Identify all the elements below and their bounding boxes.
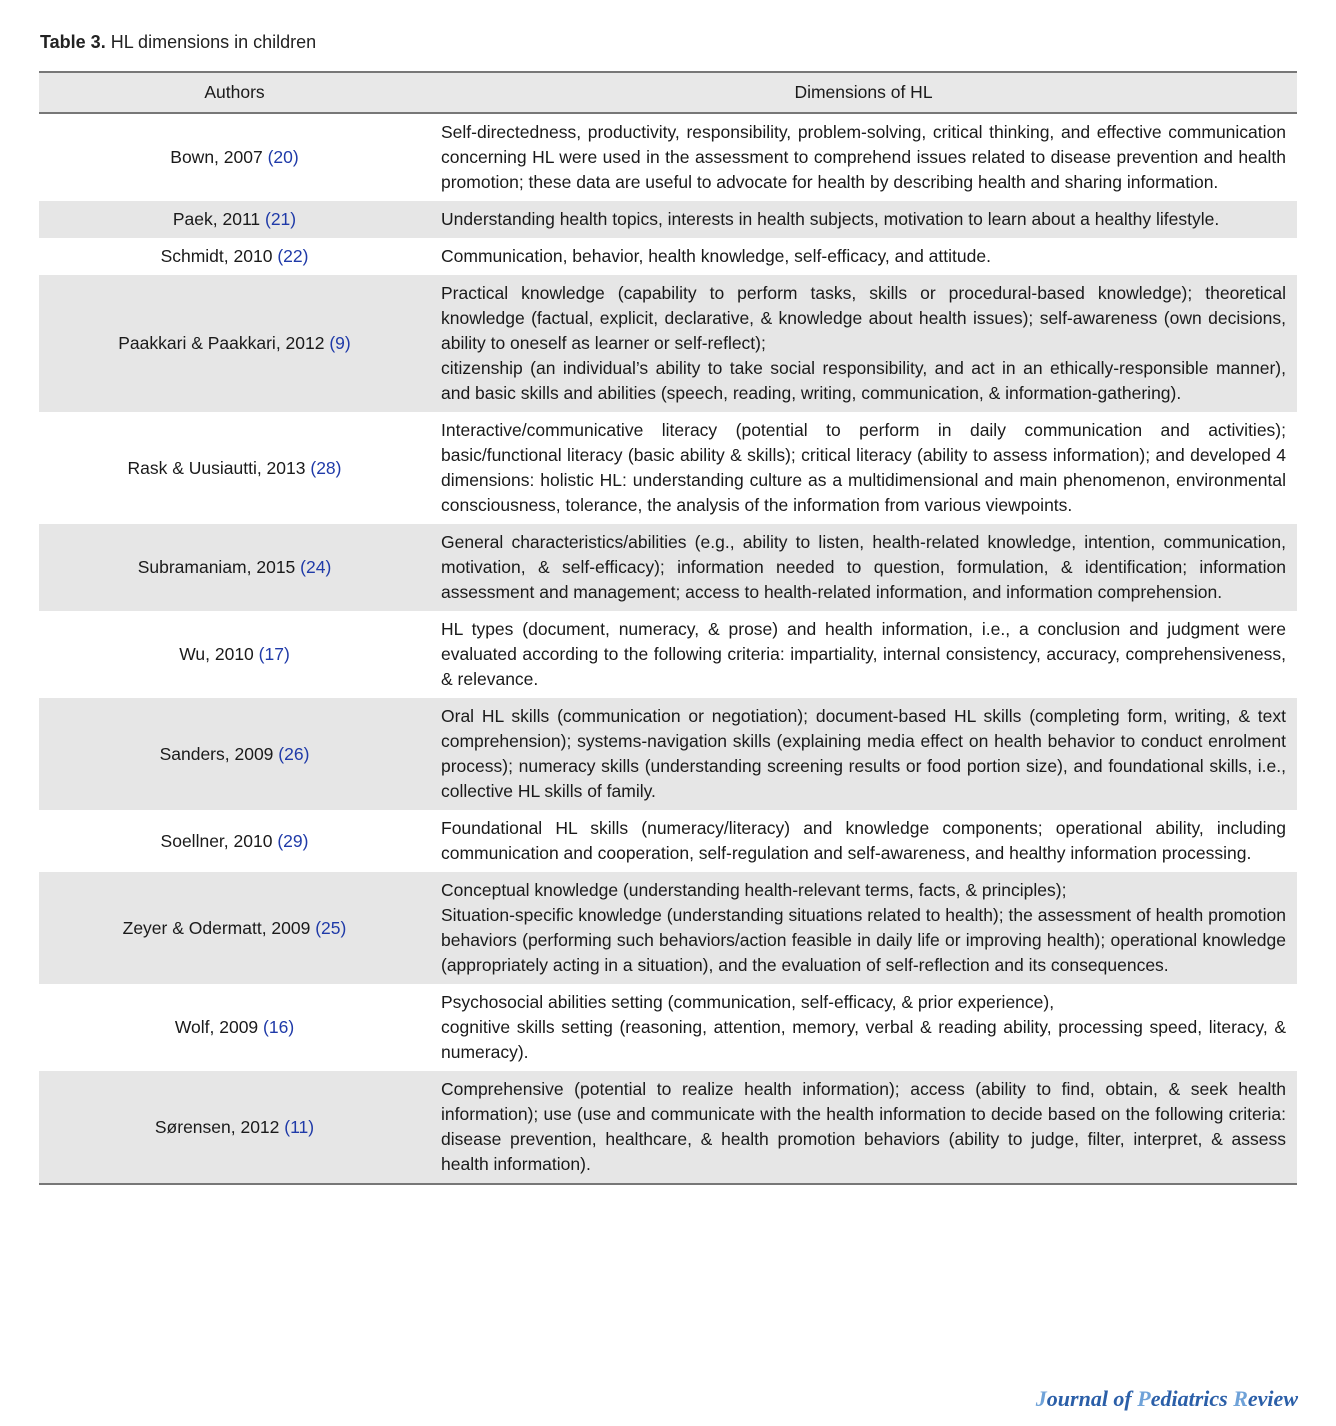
reference-link[interactable]: (29) [277, 830, 309, 851]
table-row [39, 113, 1297, 201]
dimensions-cell: Practical knowledge (capability to perform tasks, skills or procedural-based knowledge); theoretical knowledge (factual, explicit, declarative, & knowledge about health issues); self-awareness (own decisions, ability to oneself as learner or self-reflect); citizenship (an individual’s ability to take social responsibility, and act in an ethically-responsible manner), and basic skills and abilities (speech, reading, writing, communication, & information-gathering). [441, 283, 1286, 403]
author-cell [39, 201, 430, 238]
dimensions-cell: Self-directedness, productivity, responsibility, problem-solving, critical thinking, and effective communication concerning HL were used in the assessment to comprehend issues related to disease prevention and health promotion; these data are useful to advocate for health by describing health and sharing information. [441, 122, 1286, 192]
dimensions-cell: Psychosocial abilities setting (communication, self-efficacy, & prior experience), cognitive skills setting (reasoning, attention, memory, verbal & reading ability, processing speed, literacy, & numeracy). [441, 992, 1286, 1062]
dimensions-cell: Comprehensive (potential to realize health information); access (ability to find, obtain, & seek health information); use (use and communicate with the health information to decide based on the following criteria: disease prevention, healthcare, & health promotion behaviors (ability to judge, filter, interpret, & assess health information). [430, 1071, 1297, 1184]
author-name: Schmidt, 2010 [160, 246, 273, 266]
author-name: Paakkari & Paakkari, 2012 [118, 333, 325, 353]
table-row [39, 275, 1297, 412]
reference-link[interactable]: (20) [267, 147, 299, 167]
dimensions-cell: Communication, behavior, health knowledge, self-efficacy, and attitude. [441, 246, 991, 266]
reference-link[interactable]: (25) [315, 917, 347, 938]
header-dimensions: Dimensions of HL [430, 72, 1297, 113]
dimensions-cell: General characteristics/abilities (e.g., ability to listen, health-related knowledge, intention, communication, motivation, & self-efficacy); information needed to question, formulation, & identification; information assessment and management; access to health-related information, and information comprehension. [441, 532, 1286, 602]
hl-dimensions-table [39, 71, 1297, 1185]
author-name: Rask & Uusiautti, 2013 [127, 457, 306, 478]
dimensions-cell: Conceptual knowledge (understanding health-relevant terms, facts, & principles); Situation-specific knowledge (understanding situations related to health); the assessment of health promotion behaviors (performing such behaviors/action feasible in daily life or improving health); operational knowledge (appropriately acting in a situation), and the evaluation of self-reflection and its consequences. [441, 880, 1286, 975]
dimensions-cell: Foundational HL skills (numeracy/literacy) and knowledge components; operational ability, including communication and cooperation, self-regulation and self-awareness, and healthy information processing. [441, 818, 1286, 863]
journal-name-part: R [1233, 1386, 1248, 1411]
author-cell [39, 1071, 430, 1184]
table-row [39, 412, 1297, 524]
dimensions-cell: HL types (document, numeracy, & prose) and health information, i.e., a conclusion and judgment were evaluated according to the following criteria: impartiality, internal consistency, accuracy, comprehensiveness, & relevance. [441, 619, 1286, 689]
table-row [39, 238, 1297, 275]
author-name: Sanders, 2009 [159, 743, 274, 764]
journal-name-part: J [1035, 1386, 1047, 1411]
author-cell [39, 275, 430, 412]
journal-name-part: eview [1247, 1386, 1298, 1411]
table-row [39, 1071, 1297, 1184]
author-name: Wolf, 2009 [174, 1017, 259, 1037]
author-name: Sørensen, 2012 [154, 1116, 280, 1137]
header-authors: Authors [39, 72, 430, 113]
author-name: Zeyer & Odermatt, 2009 [122, 917, 311, 938]
journal-name-part: ediatrics [1150, 1386, 1234, 1411]
author-cell [39, 238, 430, 275]
journal-name-part: P [1137, 1386, 1151, 1411]
reference-link[interactable]: (17) [258, 644, 290, 664]
author-name: Paek, 2011 [172, 209, 261, 229]
dimensions-cell: Interactive/communicative literacy (potential to perform in daily communication and activities); basic/functional literacy (basic ability & skills); critical literacy (ability to assess information); and developed 4 dimensions: holistic HL: understanding culture as a multidimensional and main phenomenon, environmental consciousness, tolerance, the analysis of the information from various viewpoints. [441, 420, 1286, 515]
reference-link[interactable]: (22) [277, 246, 309, 266]
dimensions-cell: Understanding health topics, interests in health subjects, motivation to learn about a healthy lifestyle. [441, 209, 1220, 229]
reference-link[interactable]: (11) [284, 1116, 315, 1137]
table-caption [40, 32, 316, 53]
table-caption-label: Table 3. [40, 32, 106, 52]
journal-name [1036, 1386, 1298, 1412]
author-cell [39, 984, 430, 1071]
table-header-row [39, 72, 1297, 113]
table-row [39, 984, 1297, 1071]
table-row [39, 698, 1297, 810]
author-cell [39, 611, 430, 698]
author-name: Soellner, 2010 [160, 830, 273, 851]
table-row [39, 611, 1297, 698]
reference-link[interactable]: (28) [310, 457, 342, 478]
table-body [39, 113, 1297, 1184]
author-cell [39, 113, 430, 201]
reference-link[interactable]: (16) [263, 1017, 295, 1037]
reference-link[interactable]: (9) [329, 333, 351, 353]
table-row [39, 524, 1297, 611]
author-name: Wu, 2010 [179, 644, 254, 664]
reference-link[interactable]: (24) [300, 557, 332, 577]
table-caption-text: HL dimensions in children [110, 32, 317, 52]
reference-link[interactable]: (26) [278, 743, 310, 764]
table-row [39, 872, 1297, 984]
journal-name-part: ournal of [1046, 1386, 1138, 1411]
reference-link[interactable]: (21) [265, 209, 297, 229]
dimensions-cell: Oral HL skills (communication or negotiation); document-based HL skills (completing form, writing, & text comprehension); systems-navigation skills (explaining media effect on health behavior to conduct enrolment process); numeracy skills (understanding screening results or food portion size), and foundational skills, i.e., collective HL skills of family. [441, 706, 1286, 801]
author-cell [39, 872, 430, 984]
author-cell [39, 412, 430, 524]
author-name: Subramaniam, 2015 [137, 557, 296, 577]
author-cell [39, 524, 430, 611]
author-name: Bown, 2007 [170, 147, 263, 167]
author-cell [39, 810, 430, 872]
table-row [39, 201, 1297, 238]
author-cell [39, 698, 430, 810]
table-row [39, 810, 1297, 872]
